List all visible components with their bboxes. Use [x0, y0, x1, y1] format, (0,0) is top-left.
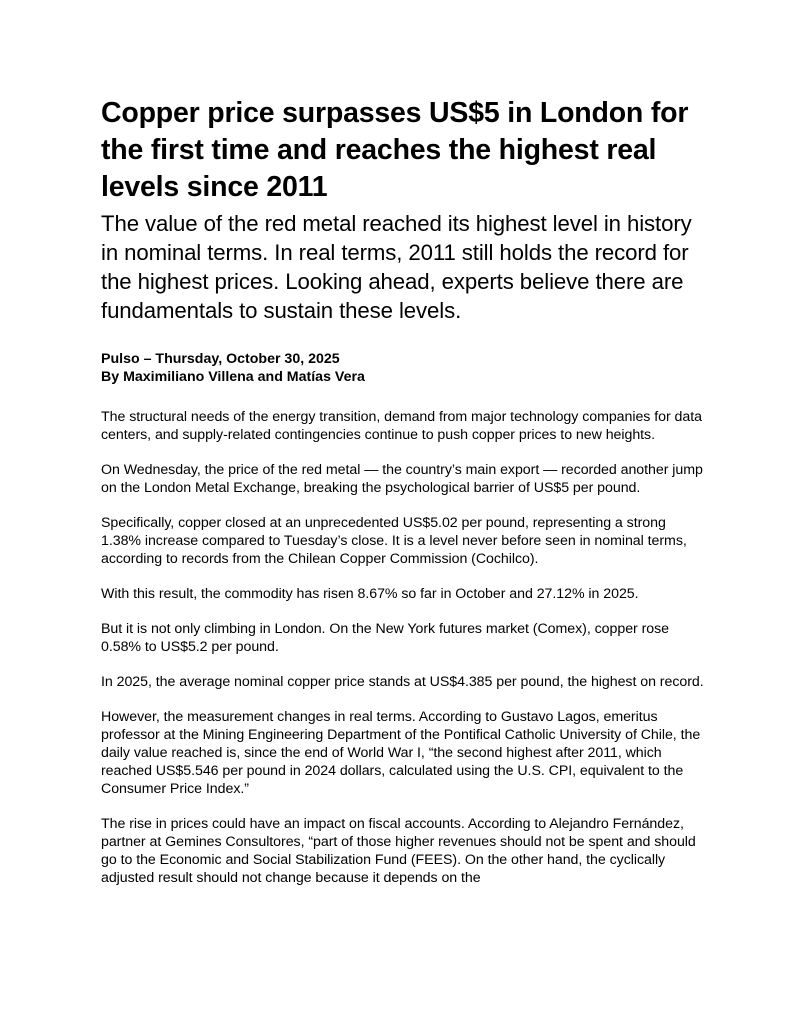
dateline: Pulso – Thursday, October 30, 2025: [101, 351, 340, 367]
paragraph: With this result, the commodity has risen 8.67% so far in October and 27.12% in 2025.: [101, 586, 639, 602]
paragraph: On Wednesday, the price of the red metal — the country’s main export — recorded another jump on the London Metal Exchange, breaking the psychological barrier of US$5 per pound.: [101, 462, 703, 496]
article: [101, 95, 707, 904]
paragraph: However, the measurement changes in real terms. According to Gustavo Lagos, emeritus professor at the Mining Engineering Department of the Pontifical Catholic University of Chile, the daily value reached is, since the end of World War I, “the second highest after 2011, which reached US$5.546 per pound in 2024 dollars, calculated using the U.S. CPI, equivalent to the Consumer Price Index.”: [101, 709, 701, 797]
paragraph: In 2025, the average nominal copper price stands at US$4.385 per pound, the highest on record.: [101, 674, 704, 690]
article-subheadline: The value of the red metal reached its highest level in history in nominal terms. In real terms, 2011 still holds the record for the highest prices. Looking ahead, experts believe there are fundamentals to sustain these levels.: [101, 211, 692, 323]
paragraph: The rise in prices could have an impact on fiscal accounts. According to Alejandro Fernández, partner at Gemines Consultores, “part of those higher revenues should not be spent and should go to the Economic and Social Stabilization Fund (FEES). On the other hand, the cyclically adjusted result should not change because it depends on the: [101, 816, 696, 886]
byline: [101, 350, 707, 386]
article-headline: Copper price surpasses US$5 in London for the first time and reaches the highest real levels since 2011: [101, 97, 689, 203]
authors: By Maximiliano Villena and Matías Vera: [101, 369, 365, 385]
paragraph: But it is not only climbing in London. On the New York futures market (Comex), copper rose 0.58% to US$5.2 per pound.: [101, 621, 670, 655]
article-body: [101, 408, 707, 887]
paragraph: Specifically, copper closed at an unprecedented US$5.02 per pound, representing a strong 1.38% increase compared to Tuesday’s close. It is a level never before seen in nominal terms, according to records from the Chilean Copper Commission (Cochilco).: [101, 515, 687, 567]
paragraph: The structural needs of the energy transition, demand from major technology companies for data centers, and supply-related contingencies continue to push copper prices to new heights.: [101, 409, 702, 443]
